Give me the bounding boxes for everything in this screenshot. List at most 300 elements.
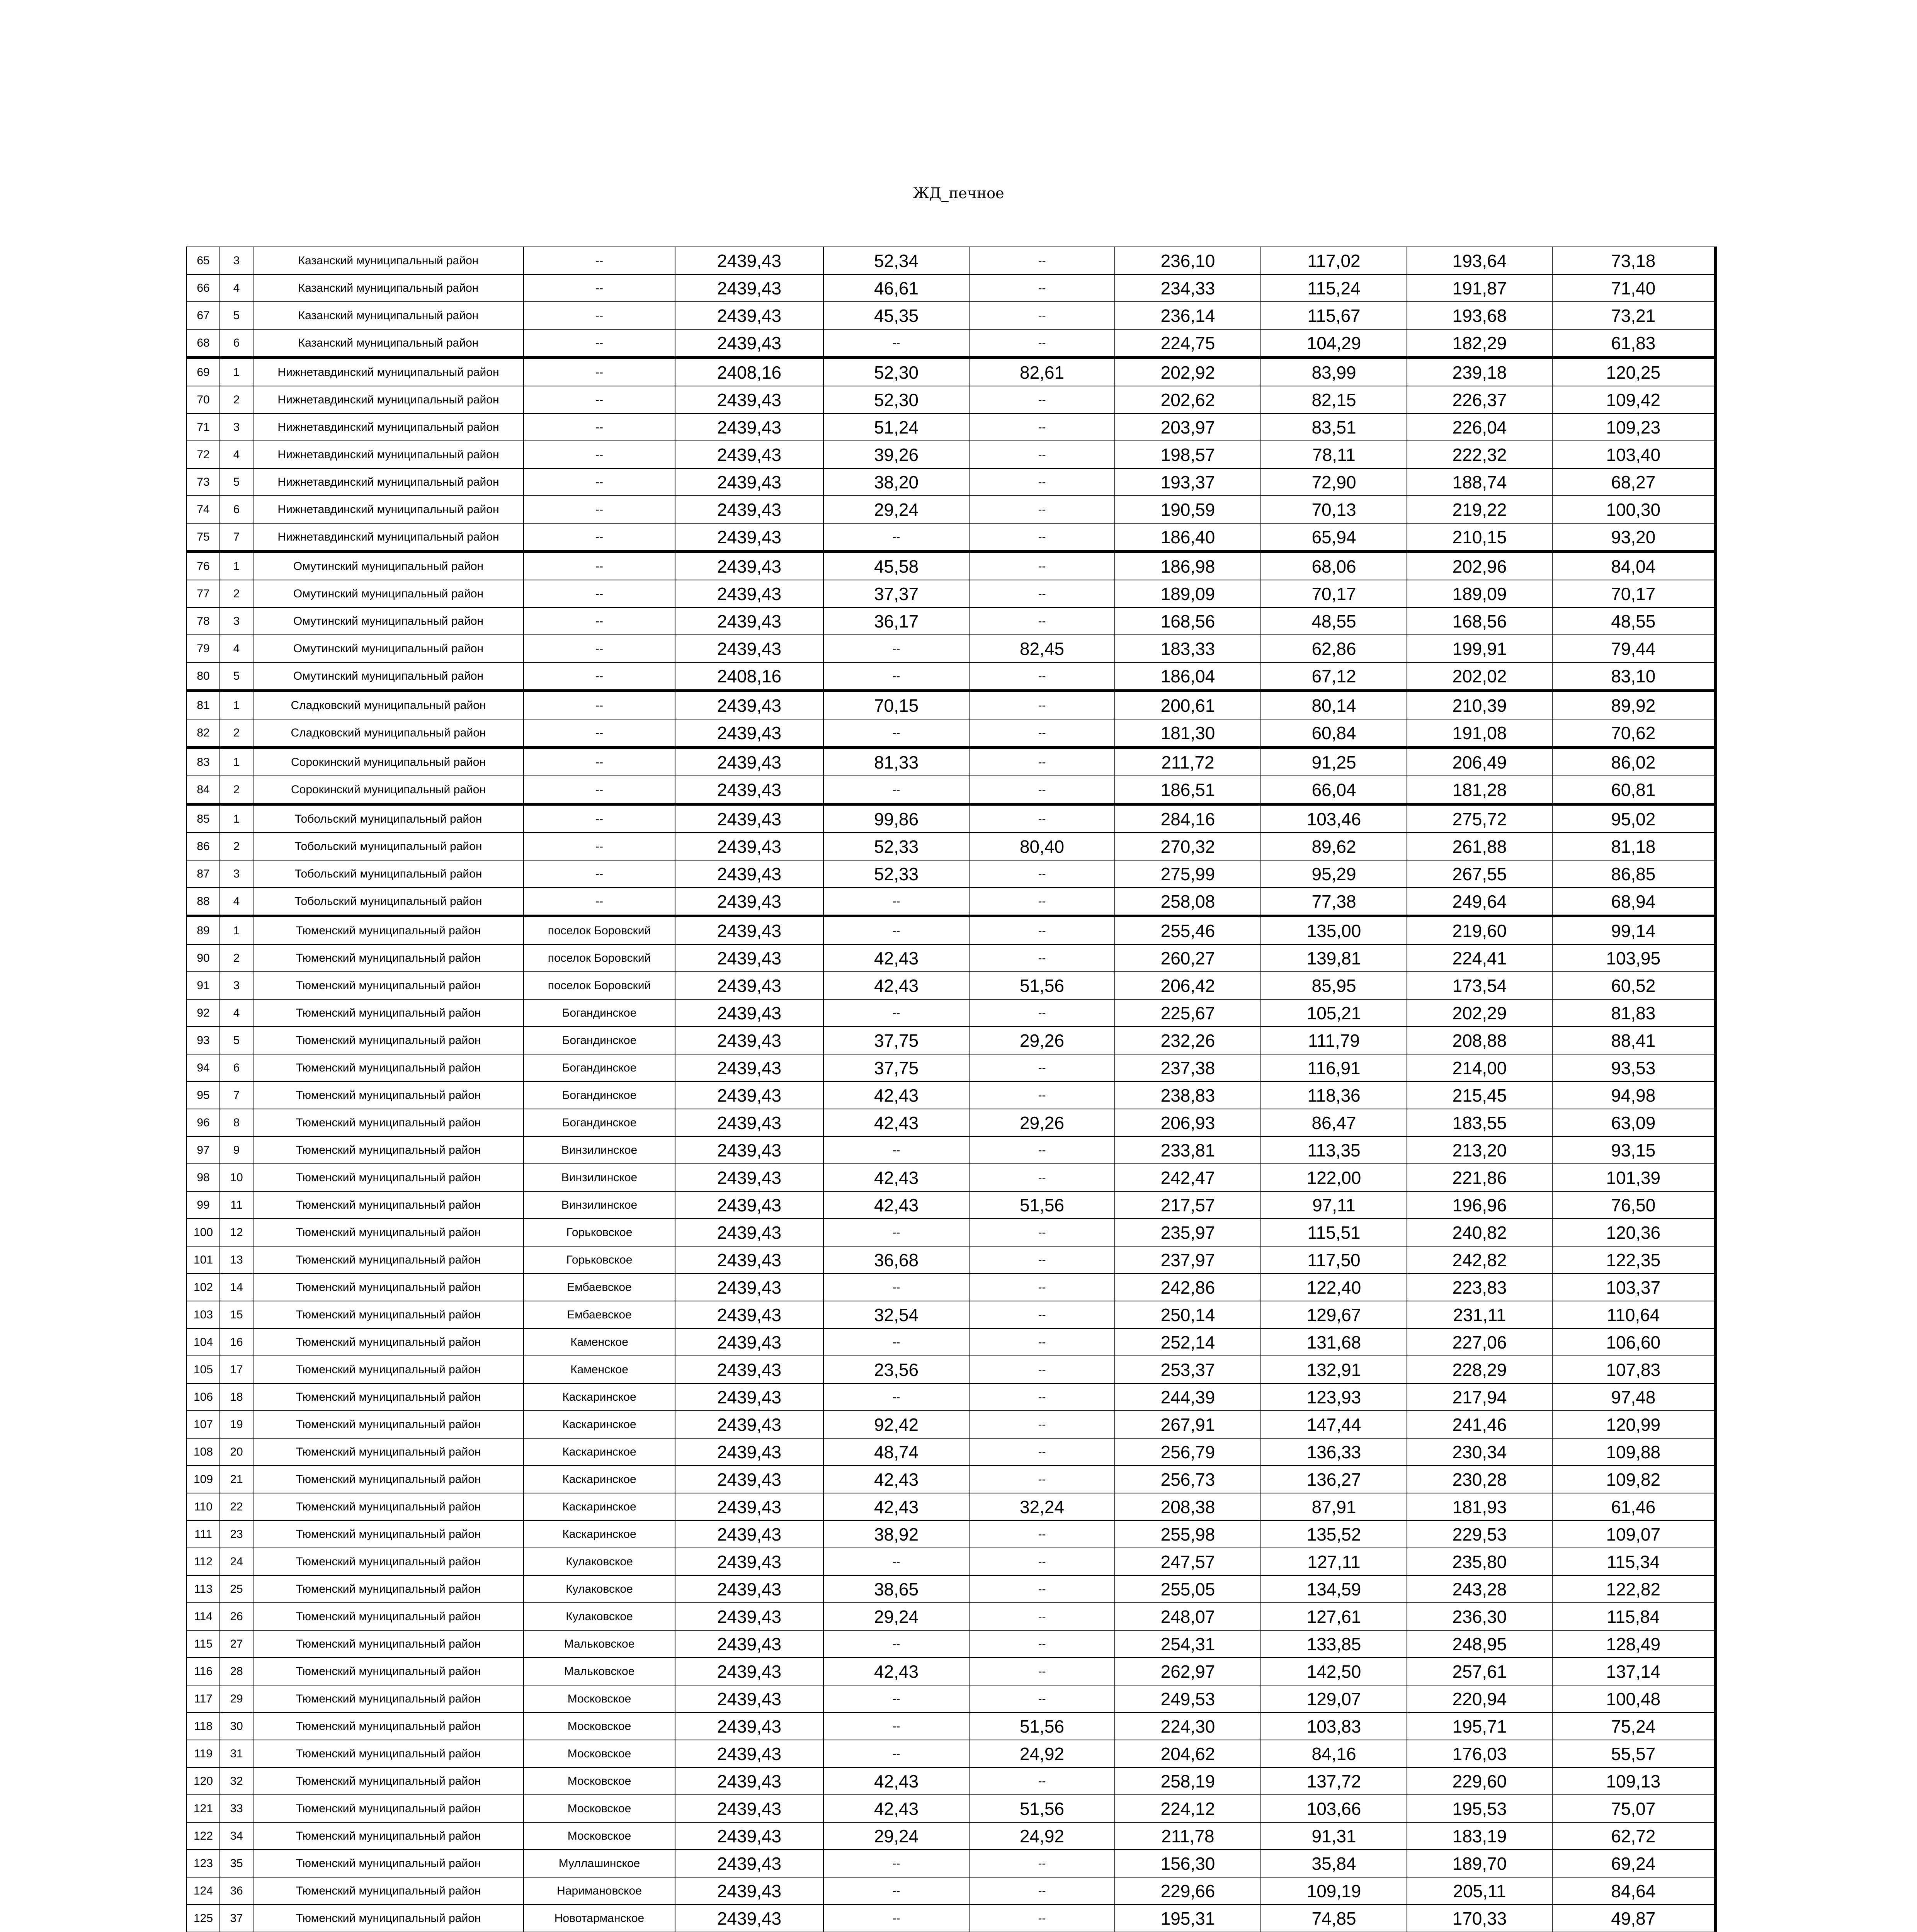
cell-value-2: 38,65	[823, 1575, 969, 1603]
cell-value-1: 2439,43	[675, 1191, 823, 1219]
table-row	[187, 1658, 1715, 1685]
cell-value-3: --	[969, 523, 1115, 552]
cell-settlement: --	[524, 607, 675, 635]
cell-value-1: 2439,43	[675, 468, 823, 496]
cell-settlement: Винзилинское	[524, 1164, 675, 1191]
cell-value-7: 109,42	[1552, 386, 1715, 413]
cell-value-7: 71,40	[1552, 274, 1715, 302]
cell-value-6: 219,60	[1407, 916, 1552, 945]
cell-value-4: 250,14	[1115, 1301, 1261, 1328]
cell-settlement: Кулаковское	[524, 1548, 675, 1575]
cell-value-2: 45,58	[823, 552, 969, 580]
table-row	[187, 1082, 1715, 1109]
cell-value-6: 182,29	[1407, 329, 1552, 358]
cell-row-number: 120	[187, 1767, 220, 1795]
cell-value-4: 211,72	[1115, 748, 1261, 776]
table-row	[187, 691, 1715, 719]
table-row	[187, 944, 1715, 972]
cell-sub-number: 30	[220, 1713, 253, 1740]
cell-value-4: 235,97	[1115, 1219, 1261, 1246]
cell-value-1: 2439,43	[675, 1356, 823, 1383]
cell-value-4: 189,09	[1115, 580, 1261, 607]
cell-settlement: поселок Боровский	[524, 944, 675, 972]
cell-row-number: 112	[187, 1548, 220, 1575]
cell-value-3: --	[969, 1466, 1115, 1493]
cell-district: Тюменский муниципальный район	[253, 944, 524, 972]
cell-settlement: Мальковское	[524, 1630, 675, 1658]
cell-row-number: 83	[187, 748, 220, 776]
cell-value-5: 82,15	[1261, 386, 1407, 413]
cell-settlement: Московское	[524, 1740, 675, 1767]
cell-district: Тюменский муниципальный район	[253, 1905, 524, 1932]
cell-value-1: 2439,43	[675, 523, 823, 552]
cell-value-2: 42,43	[823, 1109, 969, 1136]
cell-row-number: 84	[187, 776, 220, 804]
cell-value-5: 135,52	[1261, 1520, 1407, 1548]
cell-value-7: 100,30	[1552, 496, 1715, 523]
cell-district: Сладковский муниципальный район	[253, 691, 524, 719]
cell-settlement: --	[524, 552, 675, 580]
cell-value-3: --	[969, 1219, 1115, 1246]
cell-district: Сладковский муниципальный район	[253, 719, 524, 748]
cell-value-2: --	[823, 1274, 969, 1301]
cell-settlement: Мальковское	[524, 1658, 675, 1685]
cell-value-6: 222,32	[1407, 441, 1552, 468]
cell-value-6: 257,61	[1407, 1658, 1552, 1685]
cell-value-7: 75,07	[1552, 1795, 1715, 1822]
cell-value-4: 232,26	[1115, 1027, 1261, 1054]
cell-district: Тюменский муниципальный район	[253, 1575, 524, 1603]
cell-value-1: 2439,43	[675, 691, 823, 719]
cell-settlement: Каскаринское	[524, 1383, 675, 1411]
cell-value-7: 61,83	[1552, 329, 1715, 358]
table-row	[187, 1685, 1715, 1713]
table-row	[187, 719, 1715, 748]
cell-value-7: 106,60	[1552, 1328, 1715, 1356]
cell-district: Тюменский муниципальный район	[253, 1822, 524, 1850]
cell-value-5: 127,61	[1261, 1603, 1407, 1630]
cell-value-6: 193,68	[1407, 302, 1552, 329]
cell-value-3: --	[969, 1164, 1115, 1191]
cell-value-6: 191,87	[1407, 274, 1552, 302]
cell-settlement: Новотарманское	[524, 1905, 675, 1932]
cell-district: Тюменский муниципальный район	[253, 1713, 524, 1740]
cell-value-2: 29,24	[823, 1822, 969, 1850]
cell-value-1: 2439,43	[675, 1905, 823, 1932]
cell-value-3: --	[969, 1520, 1115, 1548]
cell-value-5: 132,91	[1261, 1356, 1407, 1383]
table-row	[187, 1795, 1715, 1822]
cell-value-6: 226,04	[1407, 413, 1552, 441]
cell-value-6: 205,11	[1407, 1877, 1552, 1905]
cell-sub-number: 2	[220, 386, 253, 413]
cell-row-number: 85	[187, 804, 220, 833]
cell-value-1: 2439,43	[675, 496, 823, 523]
cell-row-number: 121	[187, 1795, 220, 1822]
cell-value-3: 51,56	[969, 972, 1115, 999]
cell-value-6: 195,53	[1407, 1795, 1552, 1822]
cell-value-6: 227,06	[1407, 1328, 1552, 1356]
table-row	[187, 888, 1715, 916]
cell-value-6: 230,28	[1407, 1466, 1552, 1493]
cell-row-number: 101	[187, 1246, 220, 1274]
cell-value-4: 224,75	[1115, 329, 1261, 358]
cell-district: Нижнетавдинский муниципальный район	[253, 441, 524, 468]
cell-settlement: Винзилинское	[524, 1136, 675, 1164]
cell-value-7: 86,85	[1552, 860, 1715, 888]
cell-value-6: 210,39	[1407, 691, 1552, 719]
cell-value-7: 99,14	[1552, 916, 1715, 945]
cell-settlement: Горьковское	[524, 1246, 675, 1274]
cell-sub-number: 2	[220, 833, 253, 860]
cell-value-4: 258,08	[1115, 888, 1261, 916]
cell-district: Нижнетавдинский муниципальный район	[253, 358, 524, 386]
table-row	[187, 748, 1715, 776]
cell-value-3: 51,56	[969, 1191, 1115, 1219]
cell-value-7: 95,02	[1552, 804, 1715, 833]
cell-value-1: 2439,43	[675, 302, 823, 329]
cell-settlement: --	[524, 662, 675, 691]
cell-value-7: 110,64	[1552, 1301, 1715, 1328]
cell-value-2: 42,43	[823, 972, 969, 999]
cell-row-number: 123	[187, 1850, 220, 1877]
cell-value-6: 202,96	[1407, 552, 1552, 580]
cell-settlement: --	[524, 888, 675, 916]
cell-sub-number: 29	[220, 1685, 253, 1713]
table-row	[187, 833, 1715, 860]
table-row	[187, 523, 1715, 552]
cell-value-4: 183,33	[1115, 635, 1261, 662]
table-row	[187, 804, 1715, 833]
cell-value-4: 224,12	[1115, 1795, 1261, 1822]
cell-value-3: --	[969, 776, 1115, 804]
cell-row-number: 102	[187, 1274, 220, 1301]
cell-value-2: --	[823, 1630, 969, 1658]
cell-sub-number: 10	[220, 1164, 253, 1191]
cell-row-number: 111	[187, 1520, 220, 1548]
cell-value-2: 70,15	[823, 691, 969, 719]
cell-sub-number: 22	[220, 1493, 253, 1520]
cell-settlement: --	[524, 329, 675, 358]
cell-value-5: 60,84	[1261, 719, 1407, 748]
cell-value-6: 208,88	[1407, 1027, 1552, 1054]
cell-settlement: Московское	[524, 1685, 675, 1713]
cell-value-2: 52,33	[823, 833, 969, 860]
cell-value-3: --	[969, 386, 1115, 413]
cell-district: Нижнетавдинский муниципальный район	[253, 523, 524, 552]
cell-value-2: 52,30	[823, 358, 969, 386]
cell-district: Тюменский муниципальный район	[253, 1877, 524, 1905]
cell-settlement: Богандинское	[524, 1054, 675, 1082]
cell-value-4: 238,83	[1115, 1082, 1261, 1109]
cell-value-1: 2439,43	[675, 916, 823, 945]
cell-value-3: --	[969, 607, 1115, 635]
cell-value-4: 256,73	[1115, 1466, 1261, 1493]
cell-value-4: 200,61	[1115, 691, 1261, 719]
cell-value-3: --	[969, 662, 1115, 691]
cell-settlement: --	[524, 860, 675, 888]
cell-district: Тюменский муниципальный район	[253, 1191, 524, 1219]
cell-value-5: 48,55	[1261, 607, 1407, 635]
table-row	[187, 860, 1715, 888]
cell-settlement: --	[524, 719, 675, 748]
cell-sub-number: 1	[220, 691, 253, 719]
cell-value-1: 2439,43	[675, 607, 823, 635]
table-row	[187, 552, 1715, 580]
cell-value-3: --	[969, 1685, 1115, 1713]
cell-sub-number: 14	[220, 1274, 253, 1301]
cell-value-7: 86,02	[1552, 748, 1715, 776]
cell-value-2: 99,86	[823, 804, 969, 833]
cell-row-number: 68	[187, 329, 220, 358]
cell-settlement: Московское	[524, 1713, 675, 1740]
cell-value-2: --	[823, 1713, 969, 1740]
cell-district: Тюменский муниципальный район	[253, 1795, 524, 1822]
cell-value-7: 137,14	[1552, 1658, 1715, 1685]
cell-district: Омутинский муниципальный район	[253, 607, 524, 635]
cell-value-1: 2439,43	[675, 1658, 823, 1685]
cell-value-4: 236,14	[1115, 302, 1261, 329]
cell-sub-number: 5	[220, 662, 253, 691]
cell-value-6: 213,20	[1407, 1136, 1552, 1164]
cell-settlement: Богандинское	[524, 1082, 675, 1109]
cell-district: Тюменский муниципальный район	[253, 1054, 524, 1082]
table-row	[187, 386, 1715, 413]
cell-district: Тобольский муниципальный район	[253, 860, 524, 888]
table-row	[187, 1109, 1715, 1136]
cell-value-7: 63,09	[1552, 1109, 1715, 1136]
table-row	[187, 1713, 1715, 1740]
cell-value-6: 188,74	[1407, 468, 1552, 496]
cell-value-2: --	[823, 1740, 969, 1767]
cell-sub-number: 34	[220, 1822, 253, 1850]
cell-sub-number: 20	[220, 1438, 253, 1466]
cell-value-7: 128,49	[1552, 1630, 1715, 1658]
cell-value-6: 202,02	[1407, 662, 1552, 691]
cell-value-5: 72,90	[1261, 468, 1407, 496]
cell-value-5: 115,67	[1261, 302, 1407, 329]
cell-value-1: 2439,43	[675, 1411, 823, 1438]
cell-value-1: 2439,43	[675, 580, 823, 607]
cell-value-4: 254,31	[1115, 1630, 1261, 1658]
cell-value-5: 137,72	[1261, 1767, 1407, 1795]
cell-value-3: --	[969, 247, 1115, 274]
cell-value-5: 117,50	[1261, 1246, 1407, 1274]
cell-row-number: 93	[187, 1027, 220, 1054]
cell-settlement: Московское	[524, 1767, 675, 1795]
cell-sub-number: 21	[220, 1466, 253, 1493]
cell-value-7: 48,55	[1552, 607, 1715, 635]
cell-sub-number: 26	[220, 1603, 253, 1630]
cell-value-3: 29,26	[969, 1109, 1115, 1136]
cell-value-6: 210,15	[1407, 523, 1552, 552]
cell-value-5: 136,27	[1261, 1466, 1407, 1493]
cell-value-4: 249,53	[1115, 1685, 1261, 1713]
cell-district: Тобольский муниципальный район	[253, 888, 524, 916]
cell-value-4: 255,05	[1115, 1575, 1261, 1603]
cell-value-6: 176,03	[1407, 1740, 1552, 1767]
cell-value-7: 93,20	[1552, 523, 1715, 552]
cell-value-5: 65,94	[1261, 523, 1407, 552]
cell-row-number: 79	[187, 635, 220, 662]
cell-value-5: 118,36	[1261, 1082, 1407, 1109]
cell-value-6: 193,64	[1407, 247, 1552, 274]
cell-value-3: 80,40	[969, 833, 1115, 860]
cell-value-5: 83,51	[1261, 413, 1407, 441]
cell-settlement: --	[524, 776, 675, 804]
cell-value-3: --	[969, 1054, 1115, 1082]
table-row	[187, 358, 1715, 386]
cell-value-5: 66,04	[1261, 776, 1407, 804]
cell-district: Тюменский муниципальный район	[253, 1164, 524, 1191]
cell-value-4: 247,57	[1115, 1548, 1261, 1575]
cell-value-3: --	[969, 1328, 1115, 1356]
cell-district: Тюменский муниципальный район	[253, 1383, 524, 1411]
cell-value-7: 100,48	[1552, 1685, 1715, 1713]
table-row	[187, 1466, 1715, 1493]
cell-value-1: 2439,43	[675, 1795, 823, 1822]
cell-settlement: --	[524, 635, 675, 662]
cell-value-7: 84,64	[1552, 1877, 1715, 1905]
cell-row-number: 87	[187, 860, 220, 888]
cell-value-1: 2439,43	[675, 1301, 823, 1328]
cell-row-number: 106	[187, 1383, 220, 1411]
table-row	[187, 496, 1715, 523]
cell-value-3: --	[969, 1877, 1115, 1905]
cell-value-5: 111,79	[1261, 1027, 1407, 1054]
cell-value-6: 183,55	[1407, 1109, 1552, 1136]
cell-value-5: 78,11	[1261, 441, 1407, 468]
cell-value-2: 37,37	[823, 580, 969, 607]
cell-row-number: 114	[187, 1603, 220, 1630]
cell-district: Тобольский муниципальный район	[253, 833, 524, 860]
cell-row-number: 115	[187, 1630, 220, 1658]
cell-district: Тюменский муниципальный район	[253, 1548, 524, 1575]
cell-sub-number: 3	[220, 860, 253, 888]
cell-value-6: 214,00	[1407, 1054, 1552, 1082]
cell-value-3: --	[969, 1658, 1115, 1685]
cell-value-6: 231,11	[1407, 1301, 1552, 1328]
cell-value-4: 186,98	[1115, 552, 1261, 580]
cell-value-3: --	[969, 1850, 1115, 1877]
cell-settlement: Богандинское	[524, 999, 675, 1027]
cell-value-4: 208,38	[1115, 1493, 1261, 1520]
cell-value-3: --	[969, 719, 1115, 748]
cell-row-number: 71	[187, 413, 220, 441]
cell-value-2: 38,92	[823, 1520, 969, 1548]
table-row	[187, 274, 1715, 302]
cell-row-number: 118	[187, 1713, 220, 1740]
cell-value-6: 243,28	[1407, 1575, 1552, 1603]
cell-value-1: 2439,43	[675, 1328, 823, 1356]
cell-value-4: 204,62	[1115, 1740, 1261, 1767]
cell-district: Тюменский муниципальный район	[253, 972, 524, 999]
cell-sub-number: 19	[220, 1411, 253, 1438]
cell-settlement: --	[524, 413, 675, 441]
cell-district: Тюменский муниципальный район	[253, 1630, 524, 1658]
cell-value-6: 242,82	[1407, 1246, 1552, 1274]
cell-value-7: 120,25	[1552, 358, 1715, 386]
cell-value-5: 105,21	[1261, 999, 1407, 1027]
cell-value-7: 60,52	[1552, 972, 1715, 999]
cell-value-4: 275,99	[1115, 860, 1261, 888]
cell-district: Казанский муниципальный район	[253, 302, 524, 329]
cell-settlement: Наримановское	[524, 1877, 675, 1905]
cell-value-7: 68,94	[1552, 888, 1715, 916]
cell-row-number: 66	[187, 274, 220, 302]
cell-value-4: 270,32	[1115, 833, 1261, 860]
cell-value-2: 42,43	[823, 1767, 969, 1795]
cell-settlement: Ембаевское	[524, 1274, 675, 1301]
cell-value-2: --	[823, 523, 969, 552]
cell-value-4: 202,92	[1115, 358, 1261, 386]
cell-value-3: --	[969, 552, 1115, 580]
cell-value-7: 101,39	[1552, 1164, 1715, 1191]
cell-value-5: 84,16	[1261, 1740, 1407, 1767]
cell-district: Нижнетавдинский муниципальный район	[253, 468, 524, 496]
cell-row-number: 97	[187, 1136, 220, 1164]
cell-row-number: 110	[187, 1493, 220, 1520]
cell-value-3: --	[969, 944, 1115, 972]
cell-value-5: 116,91	[1261, 1054, 1407, 1082]
cell-settlement: --	[524, 274, 675, 302]
cell-settlement: Московское	[524, 1795, 675, 1822]
cell-value-1: 2439,43	[675, 1630, 823, 1658]
cell-value-5: 113,35	[1261, 1136, 1407, 1164]
cell-sub-number: 1	[220, 552, 253, 580]
cell-value-4: 258,19	[1115, 1767, 1261, 1795]
cell-value-1: 2439,43	[675, 1246, 823, 1274]
cell-value-7: 89,92	[1552, 691, 1715, 719]
cell-value-6: 226,37	[1407, 386, 1552, 413]
cell-value-3: --	[969, 468, 1115, 496]
cell-value-2: --	[823, 916, 969, 945]
cell-value-7: 93,53	[1552, 1054, 1715, 1082]
cell-value-7: 81,18	[1552, 833, 1715, 860]
cell-value-2: --	[823, 1219, 969, 1246]
cell-value-5: 136,33	[1261, 1438, 1407, 1466]
cell-value-6: 229,60	[1407, 1767, 1552, 1795]
cell-value-5: 133,85	[1261, 1630, 1407, 1658]
cell-value-4: 237,38	[1115, 1054, 1261, 1082]
cell-row-number: 89	[187, 916, 220, 945]
cell-district: Тюменский муниципальный район	[253, 1658, 524, 1685]
table-row	[187, 329, 1715, 358]
cell-value-3: 32,24	[969, 1493, 1115, 1520]
cell-sub-number: 3	[220, 972, 253, 999]
cell-value-4: 186,40	[1115, 523, 1261, 552]
cell-value-6: 248,95	[1407, 1630, 1552, 1658]
cell-value-4: 206,42	[1115, 972, 1261, 999]
table-row	[187, 1767, 1715, 1795]
cell-value-2: --	[823, 999, 969, 1027]
table-row	[187, 1356, 1715, 1383]
cell-value-4: 267,91	[1115, 1411, 1261, 1438]
cell-value-2: 42,43	[823, 1466, 969, 1493]
cell-sub-number: 2	[220, 944, 253, 972]
cell-value-2: 37,75	[823, 1027, 969, 1054]
cell-row-number: 69	[187, 358, 220, 386]
table-row	[187, 580, 1715, 607]
cell-district: Тюменский муниципальный район	[253, 1767, 524, 1795]
cell-value-7: 70,62	[1552, 719, 1715, 748]
cell-value-5: 103,46	[1261, 804, 1407, 833]
cell-sub-number: 35	[220, 1850, 253, 1877]
cell-value-1: 2439,43	[675, 552, 823, 580]
cell-row-number: 77	[187, 580, 220, 607]
cell-value-6: 173,54	[1407, 972, 1552, 999]
cell-sub-number: 11	[220, 1191, 253, 1219]
